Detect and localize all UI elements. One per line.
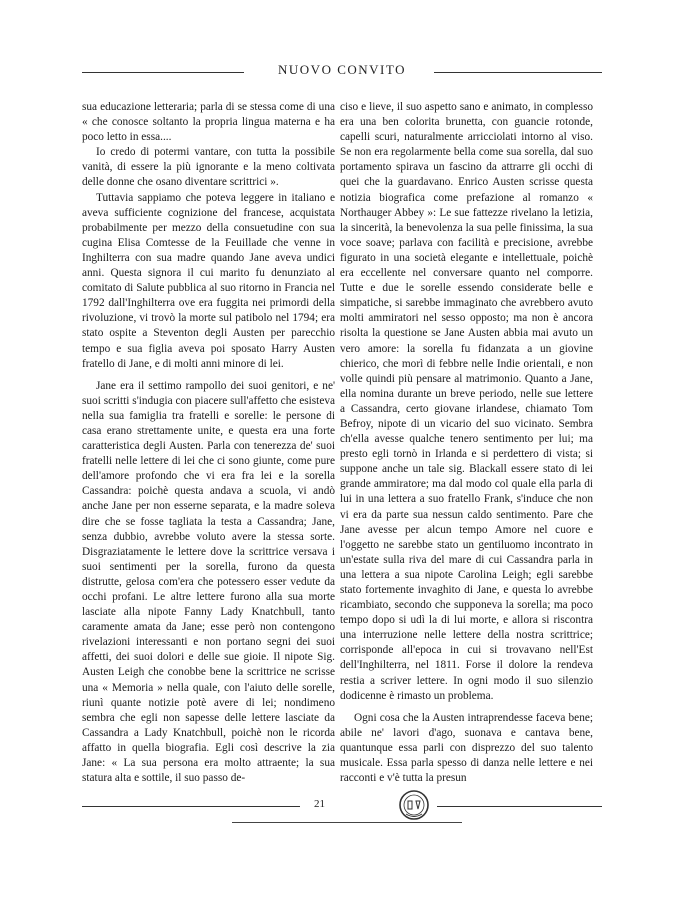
footer-rule-left bbox=[82, 806, 300, 807]
paragraph: ciso e lieve, il suo aspetto sano e animato, in complesso era una ben colorita brunetta, con guancie rotonde, capelli scuri, naturalmente arricciolati intorno al viso. Se non era regolarmente bella come sua sorella, dal suo portamento spirava un fascino da attrarre gli occhi di quei che la guardavano. Enrico Austen scrisse questa notizia biografica come prefazione al romanzo « Northauger Abbey »: Le sue fattezze rivelano la letizia, la sincerità, la benevolenza la sua pelle finissima, la sua voce soave; parlava con facilità e precisione, avrebbe figurato in una società elegante e intellettuale, poichè era eccellente nel conversare quanto nel comporre. Tutte e due le sorelle essendo considerate belle e simpatiche, si sarebbe immaginato che avrebbero avuto molti ammiratori nel sesso opposto; ma non è ancora risolta la questione se Jane Austen abbia mai avuto un vero amore: la sorella fu fidanzata a un giovine chierico, che morì di febbre nelle Indie orientali, e non volle quindi più pensare al matrimonio. Quanto a Jane, ella nomina durante un breve periodo, nelle sue lettere a Cassandra, certo giovane irlandese, chiamato Tom Befroy, nipote di un vicario del suo vicinato. Sembra ch'ella avesse qualche tenero sentimento per lui; ma presto egli tornò in Irlanda e si perdettero di vista; si suppone anche un tale sig. Blackall essere stato di lei grande ammiratore; ma dal modo col quale ella parla di lui in una lettera a suo fratello Frank, s'induce che non vi era da parte sua nessun caldo sentimento. Pare che Jane avesse per alcun tempo Amore nel cuore e l'oggetto ne sarebbe stato un gentiluomo incontrato in un'estate sulla riva del mare di cui Cassandra parla in una lettera a sua nipote Carolina Leigh; egli sarebbe stato fortemente invaghito di Jane, e questa lo avrebbe ricambiato, secondo che supponeva la sorella; ma poco tempo dopo si udì la di lui morte, e allora si riscontra una interruzione nelle lettere della nostra scrittrice; corrisponde all'epoca in cui si trovavano nell'Est dell'Inghilterra, nel 1811. Forse il dolore la rendeva restia a scriver lettere. In ogni modo il suo silenzio dodicenne è rimasto un problema. bbox=[340, 101, 593, 702]
page-number: 21 bbox=[314, 798, 325, 810]
paragraph: sua educazione letteraria; parla di se stessa come di una « che conosce soltanto la propria lingua materna e ha poco letto in essa.... bbox=[82, 101, 335, 144]
footer-rule-right bbox=[437, 806, 602, 807]
paragraph: Ogni cosa che la Austen intraprendesse faceva bene; abile ne' lavori d'ago, suonava e cantava bene, quantunque essa parli con disprezzo del suo talento musicale. Essa parla spesso di danza nelle lettere e nei racconti e v'è tutta la presun bbox=[340, 711, 593, 785]
page-title: NUOVO CONVITO bbox=[278, 62, 406, 77]
paragraph: Jane era il settimo rampollo dei suoi genitori, e ne' suoi scritti s'indugia con piacere sull'affetto che esisteva nella sua famiglia tra fratelli e sorelle: le persone di casa erano strettamente unite, e questa era una forte caratteristica degli Austen. Parla con tenerezza de' suoi fratelli nelle lettere di lei che ci sono giunte, come pure dell'amore profondo che vi era fra lei e la sorella Cassandra: poichè questa andava a scuola, vi andò anche Jane per non esserne separata, e la madre soleva dire che se fosse tagliata la testa a Cassandra; Jane, senza dubbio, avrebbe voluto avere la stessa sorte. Disgraziatamente le lettere dove la scrittrice versava i suoi sentimenti per la sorella, furono da questa distrutte, gelosa com'era che potessero esser vedute da occhi profani. Le altre lettere furono alla sua morte lasciate alla nipote Fanny Lady Knatchbull, tanto caramente amata da Jane; esse però non contengono rivelazioni interessanti e non portano segni dei suoi affetti, dei suoi dolori e delle sue gioie. Il nipote Sig. Austen Leigh che conobbe bene la scrittrice ne scrisse una « Memoria » nella quale, con l'aiuto delle sorelle, riunì quante notizie potè avere di lei; nondimeno sembra che egli non sapesse delle lettere lasciate da Cassandra a Lady Knatchbull, poichè non le ricorda affatto in quella biografia. Egli così descrive la zia Jane: « La sua persona era molto attraente; la sua statura alta e sottile, il suo passo de- bbox=[82, 379, 335, 785]
footer-underline bbox=[232, 822, 462, 823]
header-rule-right bbox=[434, 72, 602, 73]
right-column bbox=[340, 100, 593, 786]
library-stamp-icon bbox=[397, 788, 431, 822]
page-footer bbox=[82, 788, 602, 828]
running-header bbox=[82, 60, 602, 84]
paragraph: Io credo di potermi vantare, con tutta la possibile vanità, di essere la più ignorante e la meno coltivata delle donne che osano diventare scrittrici ». bbox=[82, 146, 335, 189]
paragraph: Tuttavia sappiamo che poteva leggere in italiano e aveva sufficiente cognizione del francese, acquistata probabilmente per mezzo della consuetudine con sua cugina Elisa Comtesse de la Feuillade che venne in Inghilterra con sua madre quando Jane aveva undici anni. Questa signora il cui marito fu denunziato al comitato di Salute pubblica al suo ritorno in Francia nel 1792 dall'Inghilterra ove era fuggita nei primordi della rivoluzione, vi trovò la morte sul patibolo nel 1794; era stato ospite a Steventon degli Austen per parecchio tempo e sua figlia aveva poi sposato Harry Austen fratello di Jane, e di molti anni minore di lei. bbox=[82, 191, 335, 370]
left-column bbox=[82, 100, 335, 786]
